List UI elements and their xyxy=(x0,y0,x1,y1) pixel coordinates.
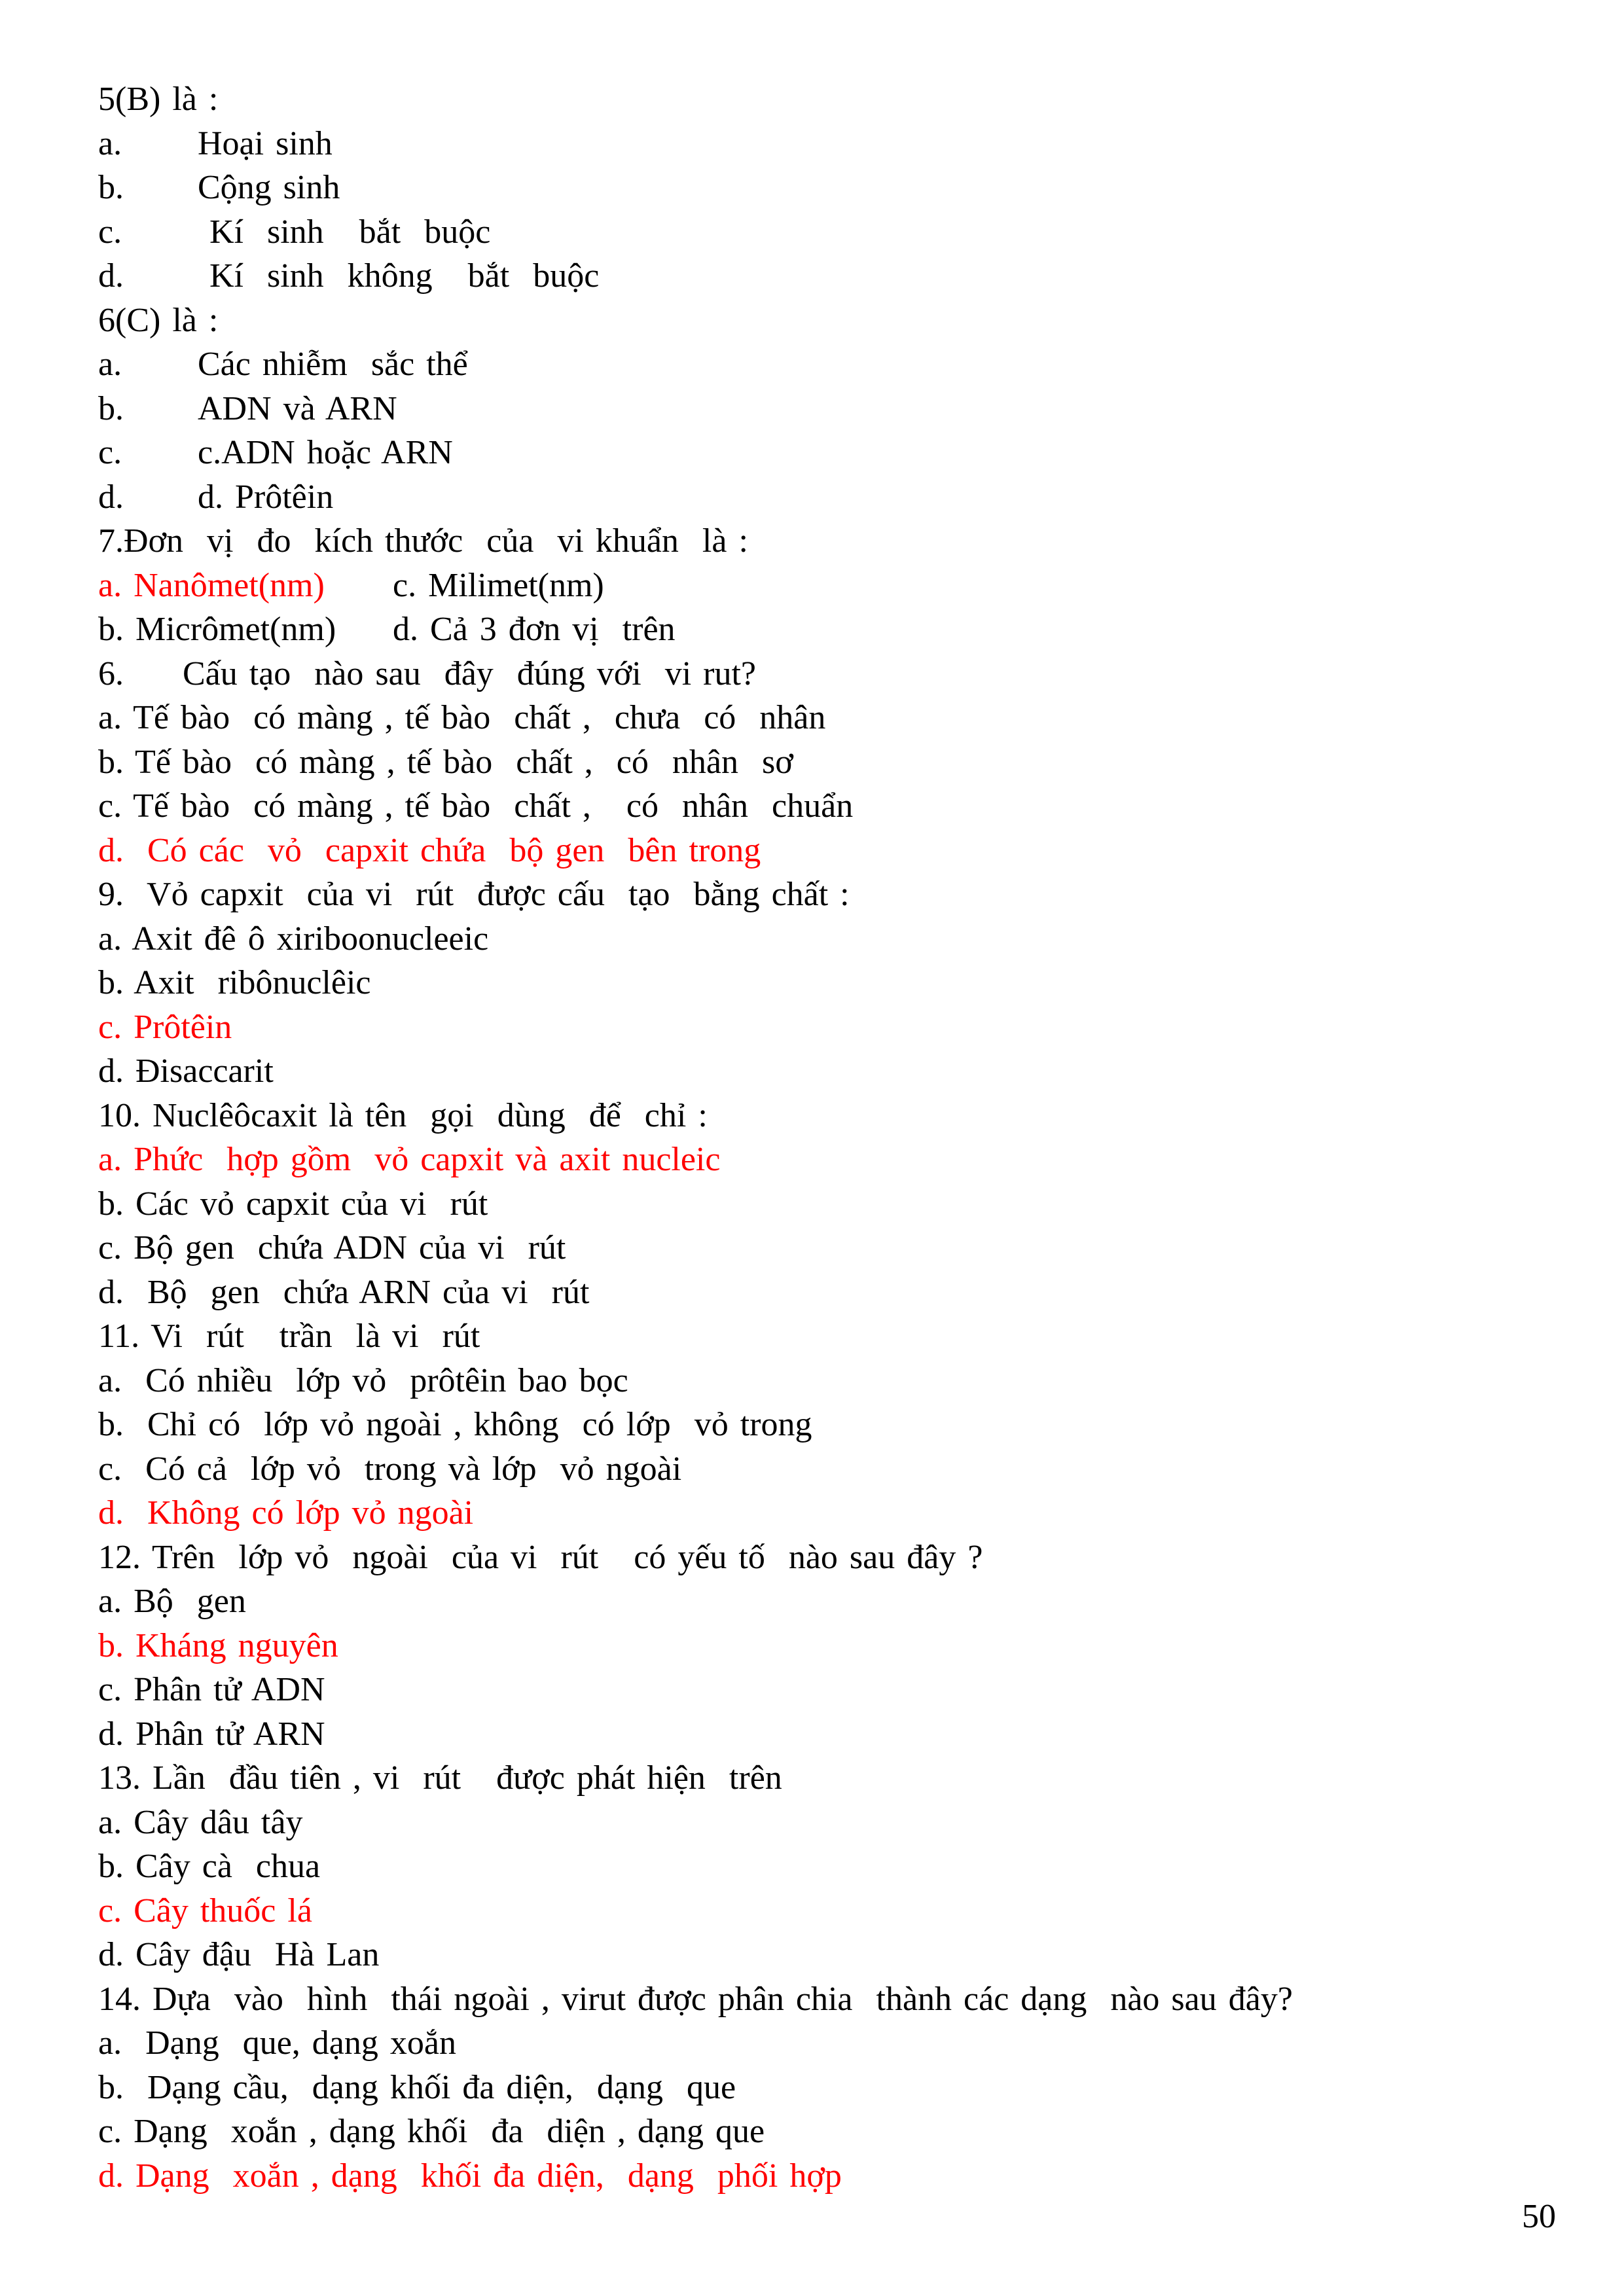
text-line: c. Bộ gen chứa ADN của vi rút xyxy=(98,1229,566,1266)
text-line: c. Phân tử ADN xyxy=(98,1671,325,1708)
option-right: c. Milimet(nm) xyxy=(393,566,604,604)
text-line: b. Các vỏ capxit của vi rút xyxy=(98,1185,488,1223)
text-line: a. Có nhiều lớp vỏ prôtêin bao bọc xyxy=(98,1361,628,1399)
option-line xyxy=(98,342,1538,387)
text-line: 13. Lần đầu tiên , vi rút được phát hiện trên xyxy=(98,1759,782,1797)
text-line: d. Đisaccarit xyxy=(98,1052,274,1090)
option-text: Các nhiễm sắc thể xyxy=(198,346,468,383)
text-line: a. Tế bào có màng , tế bào chất , chưa có nhân xyxy=(98,699,826,736)
answer-line: d. Dạng xoắn , dạng khối đa diện, dạng phối hợp xyxy=(98,2157,842,2195)
option-label: d. xyxy=(98,257,124,295)
text-line: c. Tế bào có màng , tế bào chất , có nhân chuẩn xyxy=(98,787,854,825)
answer-line: d. Không có lớp vỏ ngoài xyxy=(98,1494,474,1532)
text-line: a. Axit đê ô xiriboonucleeic xyxy=(98,920,489,958)
page-number: 50 xyxy=(1522,2198,1556,2235)
option-text: Cộng sinh xyxy=(198,169,340,206)
text-line: 7.Đơn vị đo kích thước của vi khuẩn là : xyxy=(98,522,748,560)
text-line: c. Dạng xoắn , dạng khối đa diện , dạng que xyxy=(98,2113,765,2150)
option-label: c. xyxy=(98,434,122,471)
text-line: d. Phân tử ARN xyxy=(98,1715,325,1753)
text-line: d. Bộ gen chứa ARN của vi rút xyxy=(98,1273,590,1311)
option-text: Kí sinh không bắt buộc xyxy=(198,257,600,295)
answer-option: a. Nanômet(nm) xyxy=(98,566,325,604)
text-line: 14. Dựa vào hình thái ngoài , virut được phân chia thành các dạng nào sau đây? xyxy=(98,1980,1293,2018)
text-line: 10. Nuclêôcaxit là tên gọi dùng để chỉ : xyxy=(98,1096,708,1134)
text-line: 6(C) là : xyxy=(98,301,219,339)
text-line: 5(B) là : xyxy=(98,81,219,118)
text-line: b. Axit ribônuclêic xyxy=(98,964,371,1001)
text-line: b. Dạng cầu, dạng khối đa diện, dạng que xyxy=(98,2068,736,2106)
text-line: a. Bộ gen xyxy=(98,1583,246,1620)
option-pair-line xyxy=(98,564,1538,608)
option-left: b. Micrômet(nm) xyxy=(98,611,336,648)
answer-line: c. Prôtêin xyxy=(98,1008,232,1046)
text-line: 11. Vi rút trần là vi rút xyxy=(98,1318,480,1355)
text-line: a. Cây dâu tây xyxy=(98,1803,303,1841)
option-label: d. xyxy=(98,478,124,516)
option-label: c. xyxy=(98,213,122,251)
option-line xyxy=(98,166,1538,210)
option-label: a. xyxy=(98,346,122,383)
option-label: b. xyxy=(98,389,124,427)
option-text: c.ADN hoặc ARN xyxy=(198,434,453,471)
option-line xyxy=(98,431,1538,475)
option-text: d. Prôtêin xyxy=(198,478,334,516)
answer-line: c. Cây thuốc lá xyxy=(98,1892,312,1929)
option-text: Hoại sinh xyxy=(198,124,333,162)
text-line: b. Cây cà chua xyxy=(98,1848,321,1885)
question-list xyxy=(98,77,1538,2198)
text-line: c. Có cả lớp vỏ trong và lớp vỏ ngoài xyxy=(98,1450,682,1488)
option-text: Kí sinh bắt buộc xyxy=(198,213,491,251)
text-line: 12. Trên lớp vỏ ngoài của vi rút có yếu tố nào sau đây ? xyxy=(98,1538,983,1576)
text-line: b. Tế bào có màng , tế bào chất , có nhân sơ xyxy=(98,743,793,781)
text-line: a. Dạng que, dạng xoắn xyxy=(98,2024,456,2062)
answer-line: a. Phức hợp gồm vỏ capxit và axit nucleic xyxy=(98,1141,721,1178)
option-line xyxy=(98,122,1538,166)
option-label: a. xyxy=(98,124,122,162)
option-line xyxy=(98,210,1538,255)
text-line: 9. Vỏ capxit của vi rút được cấu tạo bằng chất : xyxy=(98,876,850,913)
option-line xyxy=(98,475,1538,520)
text-line: b. Chỉ có lớp vỏ ngoài , không có lớp vỏ trong xyxy=(98,1406,812,1443)
option-pair-line xyxy=(98,607,1538,652)
answer-line: b. Kháng nguyên xyxy=(98,1626,338,1664)
option-right: d. Cả 3 đơn vị trên xyxy=(393,611,676,648)
option-line xyxy=(98,387,1538,431)
text-line: 6. Cấu tạo nào sau đây đúng với vi rut? xyxy=(98,655,757,692)
answer-line: d. Có các vỏ capxit chứa bộ gen bên trong xyxy=(98,831,761,869)
text-line: d. Cây đậu Hà Lan xyxy=(98,1936,380,1973)
option-line xyxy=(98,254,1538,298)
option-text: ADN và ARN xyxy=(198,389,397,427)
option-label: b. xyxy=(98,169,124,206)
